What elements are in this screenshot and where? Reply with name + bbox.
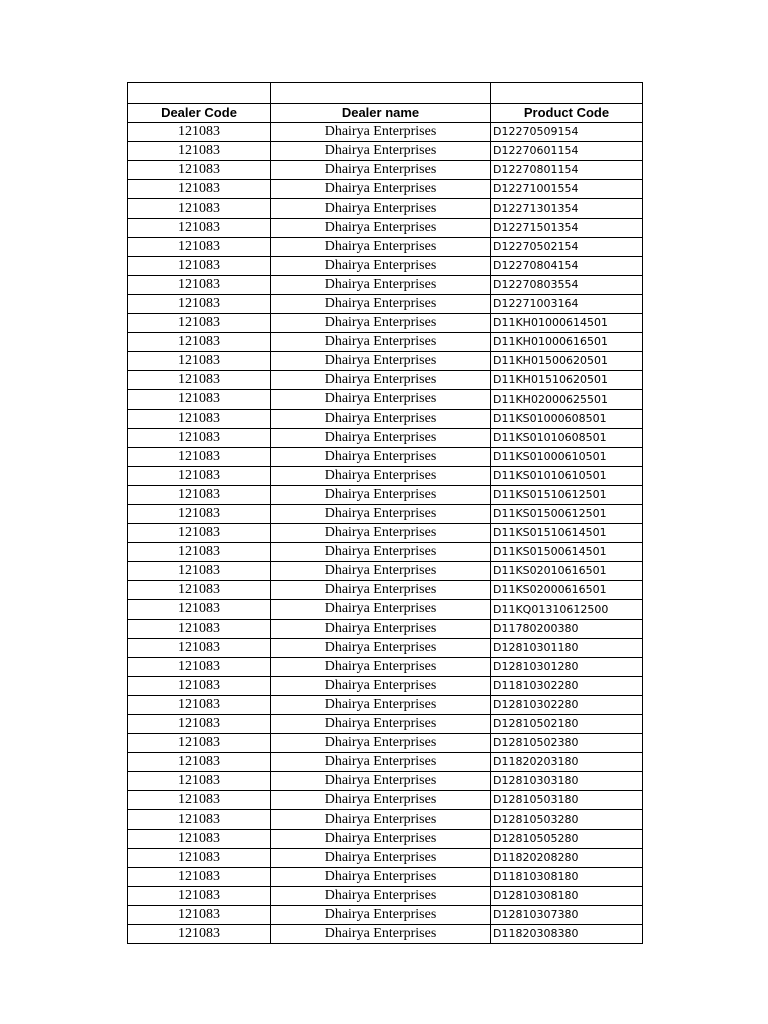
dealer-code-cell: 121083 — [128, 314, 271, 333]
table-row — [128, 294, 643, 313]
dealer-name-cell: Dhairya Enterprises — [271, 925, 491, 944]
dealer-name-cell: Dhairya Enterprises — [271, 352, 491, 371]
product-code-cell: D11KS02010616501 — [491, 562, 643, 581]
product-code-cell: D11820308380 — [491, 925, 643, 944]
dealer-name-cell: Dhairya Enterprises — [271, 314, 491, 333]
table-row — [128, 695, 643, 714]
dealer-name-cell: Dhairya Enterprises — [271, 409, 491, 428]
dealer-name-cell: Dhairya Enterprises — [271, 294, 491, 313]
table-row — [128, 390, 643, 409]
dealer-code-cell: 121083 — [128, 504, 271, 523]
dealer-code-cell: 121083 — [128, 695, 271, 714]
product-code-cell: D12810302280 — [491, 695, 643, 714]
table-row — [128, 275, 643, 294]
dealer-name-cell: Dhairya Enterprises — [271, 676, 491, 695]
table-row — [128, 829, 643, 848]
table-row — [128, 524, 643, 543]
table-row — [128, 447, 643, 466]
table-row — [128, 180, 643, 199]
dealer-name-cell: Dhairya Enterprises — [271, 199, 491, 218]
product-code-cell: D12270801154 — [491, 161, 643, 180]
product-code-cell: D12810505280 — [491, 829, 643, 848]
product-code-cell: D11KS01500614501 — [491, 543, 643, 562]
dealer-code-cell: 121083 — [128, 409, 271, 428]
dealer-name-cell: Dhairya Enterprises — [271, 791, 491, 810]
product-code-cell: D11KS01010608501 — [491, 428, 643, 447]
dealer-code-cell: 121083 — [128, 218, 271, 237]
product-code-cell: D11KS01510612501 — [491, 485, 643, 504]
dealer-name-cell: Dhairya Enterprises — [271, 275, 491, 294]
dealer-code-cell: 121083 — [128, 600, 271, 619]
table-row — [128, 333, 643, 352]
dealer-code-cell: 121083 — [128, 886, 271, 905]
table-row — [128, 600, 643, 619]
product-code-cell: D11KS01010610501 — [491, 466, 643, 485]
table-row — [128, 848, 643, 867]
dealer-name-cell: Dhairya Enterprises — [271, 524, 491, 543]
blank-cell — [128, 83, 271, 104]
dealer-code-cell: 121083 — [128, 161, 271, 180]
dealer-code-cell: 121083 — [128, 275, 271, 294]
dealer-name-cell: Dhairya Enterprises — [271, 829, 491, 848]
dealer-code-cell: 121083 — [128, 810, 271, 829]
product-code-cell: D11KS01500612501 — [491, 504, 643, 523]
table-row — [128, 466, 643, 485]
dealer-name-cell: Dhairya Enterprises — [271, 447, 491, 466]
dealer-name-cell: Dhairya Enterprises — [271, 810, 491, 829]
product-code-cell: D11KS01510614501 — [491, 524, 643, 543]
product-code-cell: D12270803554 — [491, 275, 643, 294]
dealer-name-cell: Dhairya Enterprises — [271, 753, 491, 772]
dealer-code-cell: 121083 — [128, 657, 271, 676]
table-row — [128, 734, 643, 753]
product-code-cell: D12810307380 — [491, 905, 643, 924]
product-code-cell: D11KS01000608501 — [491, 409, 643, 428]
product-code-cell: D12810503280 — [491, 810, 643, 829]
dealer-name-cell: Dhairya Enterprises — [271, 905, 491, 924]
table-row — [128, 886, 643, 905]
product-code-cell: D12271001554 — [491, 180, 643, 199]
product-code-cell: D11KQ01310612500 — [491, 600, 643, 619]
table-row — [128, 218, 643, 237]
dealer-code-cell: 121083 — [128, 925, 271, 944]
blank-cell — [271, 83, 491, 104]
dealer-code-cell: 121083 — [128, 428, 271, 447]
table-row — [128, 905, 643, 924]
blank-top-row — [128, 83, 643, 104]
dealer-code-cell: 121083 — [128, 352, 271, 371]
table-row — [128, 352, 643, 371]
dealer-name-cell: Dhairya Enterprises — [271, 466, 491, 485]
product-code-cell: D12270601154 — [491, 142, 643, 161]
table-row — [128, 314, 643, 333]
dealer-name-cell: Dhairya Enterprises — [271, 123, 491, 142]
table-row — [128, 371, 643, 390]
blank-cell — [491, 83, 643, 104]
product-code-cell: D12271301354 — [491, 199, 643, 218]
product-code-cell: D11780200380 — [491, 619, 643, 638]
table-row — [128, 428, 643, 447]
table-row — [128, 581, 643, 600]
header-dealer-code: Dealer Code — [128, 104, 271, 123]
dealer-code-cell: 121083 — [128, 638, 271, 657]
dealer-name-cell: Dhairya Enterprises — [271, 638, 491, 657]
dealer-code-cell: 121083 — [128, 294, 271, 313]
dealer-code-cell: 121083 — [128, 371, 271, 390]
product-code-cell: D12810502380 — [491, 734, 643, 753]
dealer-product-table — [127, 82, 643, 944]
dealer-code-cell: 121083 — [128, 524, 271, 543]
product-code-cell: D11820208280 — [491, 848, 643, 867]
dealer-name-cell: Dhairya Enterprises — [271, 734, 491, 753]
dealer-code-cell: 121083 — [128, 333, 271, 352]
product-code-cell: D12810503180 — [491, 791, 643, 810]
table-row — [128, 867, 643, 886]
dealer-name-cell: Dhairya Enterprises — [271, 848, 491, 867]
product-code-cell: D12271501354 — [491, 218, 643, 237]
header-product-code: Product Code — [491, 104, 643, 123]
product-code-cell: D12270502154 — [491, 237, 643, 256]
dealer-code-cell: 121083 — [128, 905, 271, 924]
dealer-name-cell: Dhairya Enterprises — [271, 867, 491, 886]
dealer-code-cell: 121083 — [128, 829, 271, 848]
dealer-code-cell: 121083 — [128, 543, 271, 562]
dealer-code-cell: 121083 — [128, 848, 271, 867]
dealer-code-cell: 121083 — [128, 619, 271, 638]
dealer-code-cell: 121083 — [128, 791, 271, 810]
table-row — [128, 161, 643, 180]
table-row — [128, 753, 643, 772]
table-body — [128, 123, 643, 944]
dealer-name-cell: Dhairya Enterprises — [271, 256, 491, 275]
product-code-cell: D12270804154 — [491, 256, 643, 275]
dealer-name-cell: Dhairya Enterprises — [271, 886, 491, 905]
product-code-cell: D12810301180 — [491, 638, 643, 657]
table-row — [128, 657, 643, 676]
table-row — [128, 409, 643, 428]
product-code-cell: D11KS01000610501 — [491, 447, 643, 466]
dealer-name-cell: Dhairya Enterprises — [271, 428, 491, 447]
dealer-name-cell: Dhairya Enterprises — [271, 142, 491, 161]
table-row — [128, 638, 643, 657]
dealer-name-cell: Dhairya Enterprises — [271, 371, 491, 390]
product-code-cell: D12270509154 — [491, 123, 643, 142]
dealer-name-cell: Dhairya Enterprises — [271, 619, 491, 638]
dealer-name-cell: Dhairya Enterprises — [271, 562, 491, 581]
dealer-code-cell: 121083 — [128, 562, 271, 581]
dealer-name-cell: Dhairya Enterprises — [271, 657, 491, 676]
dealer-code-cell: 121083 — [128, 466, 271, 485]
dealer-code-cell: 121083 — [128, 256, 271, 275]
dealer-code-cell: 121083 — [128, 772, 271, 791]
dealer-code-cell: 121083 — [128, 447, 271, 466]
dealer-name-cell: Dhairya Enterprises — [271, 600, 491, 619]
table-row — [128, 543, 643, 562]
product-code-cell: D11KH01000616501 — [491, 333, 643, 352]
dealer-code-cell: 121083 — [128, 180, 271, 199]
table-row — [128, 925, 643, 944]
product-code-cell: D11KH01500620501 — [491, 352, 643, 371]
dealer-code-cell: 121083 — [128, 199, 271, 218]
table-row — [128, 199, 643, 218]
dealer-code-cell: 121083 — [128, 390, 271, 409]
product-code-cell: D11KH01510620501 — [491, 371, 643, 390]
dealer-code-cell: 121083 — [128, 142, 271, 161]
product-code-cell: D12810301280 — [491, 657, 643, 676]
dealer-name-cell: Dhairya Enterprises — [271, 180, 491, 199]
dealer-code-cell: 121083 — [128, 123, 271, 142]
dealer-code-cell: 121083 — [128, 485, 271, 504]
dealer-code-cell: 121083 — [128, 867, 271, 886]
header-row — [128, 104, 643, 123]
product-code-cell: D12810502180 — [491, 715, 643, 734]
dealer-name-cell: Dhairya Enterprises — [271, 390, 491, 409]
header-dealer-name: Dealer name — [271, 104, 491, 123]
product-code-cell: D12810308180 — [491, 886, 643, 905]
dealer-name-cell: Dhairya Enterprises — [271, 485, 491, 504]
dealer-code-cell: 121083 — [128, 581, 271, 600]
table-row — [128, 142, 643, 161]
table-row — [128, 810, 643, 829]
product-code-cell: D11810302280 — [491, 676, 643, 695]
dealer-name-cell: Dhairya Enterprises — [271, 695, 491, 714]
dealer-name-cell: Dhairya Enterprises — [271, 543, 491, 562]
product-code-cell: D11KH02000625501 — [491, 390, 643, 409]
dealer-code-cell: 121083 — [128, 715, 271, 734]
dealer-code-cell: 121083 — [128, 676, 271, 695]
dealer-name-cell: Dhairya Enterprises — [271, 715, 491, 734]
product-code-cell: D11820203180 — [491, 753, 643, 772]
table-row — [128, 562, 643, 581]
product-code-cell: D11KS02000616501 — [491, 581, 643, 600]
table-row — [128, 256, 643, 275]
dealer-name-cell: Dhairya Enterprises — [271, 333, 491, 352]
product-code-cell: D12271003164 — [491, 294, 643, 313]
dealer-name-cell: Dhairya Enterprises — [271, 237, 491, 256]
table-row — [128, 676, 643, 695]
table-row — [128, 237, 643, 256]
dealer-code-cell: 121083 — [128, 237, 271, 256]
dealer-name-cell: Dhairya Enterprises — [271, 218, 491, 237]
dealer-name-cell: Dhairya Enterprises — [271, 772, 491, 791]
product-code-cell: D11810308180 — [491, 867, 643, 886]
dealer-code-cell: 121083 — [128, 734, 271, 753]
dealer-name-cell: Dhairya Enterprises — [271, 504, 491, 523]
table-row — [128, 485, 643, 504]
table-row — [128, 772, 643, 791]
table-row — [128, 715, 643, 734]
dealer-code-cell: 121083 — [128, 753, 271, 772]
product-code-cell: D11KH01000614501 — [491, 314, 643, 333]
table-row — [128, 123, 643, 142]
dealer-name-cell: Dhairya Enterprises — [271, 581, 491, 600]
product-code-cell: D12810303180 — [491, 772, 643, 791]
table-row — [128, 504, 643, 523]
dealer-name-cell: Dhairya Enterprises — [271, 161, 491, 180]
table-row — [128, 619, 643, 638]
table-row — [128, 791, 643, 810]
